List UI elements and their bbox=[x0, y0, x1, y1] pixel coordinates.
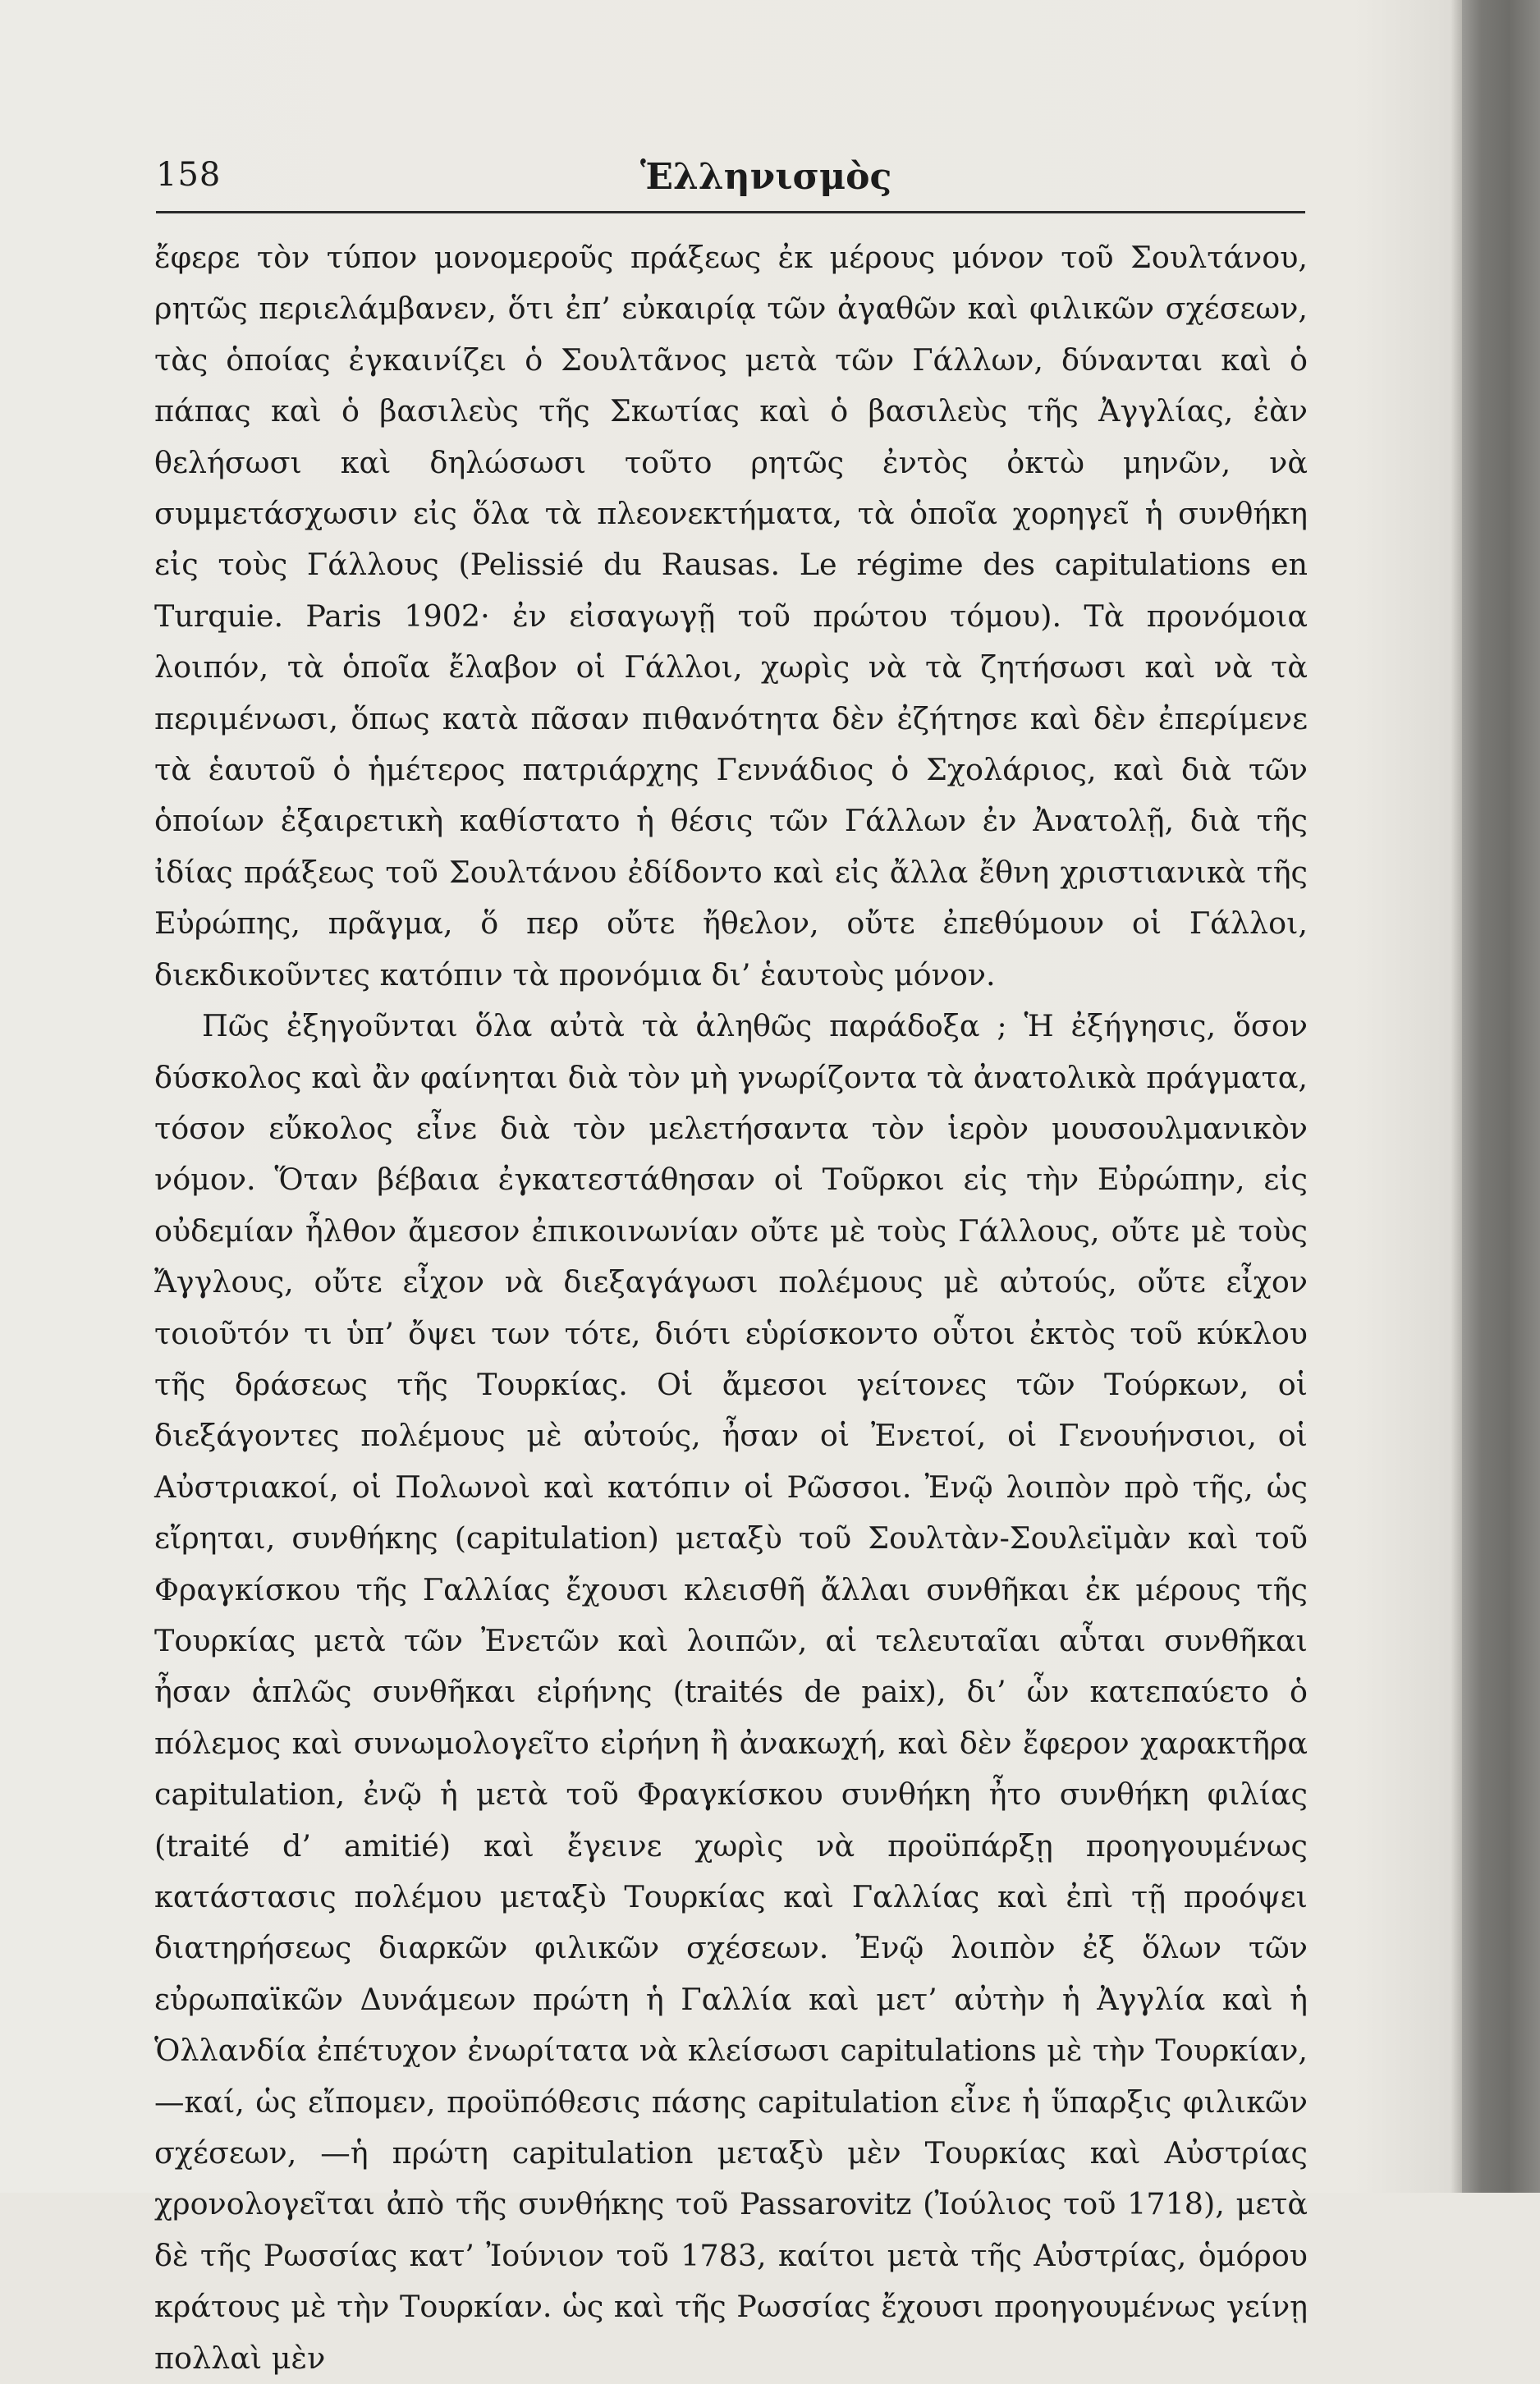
page-gutter-shadow bbox=[1451, 0, 1462, 2193]
header-rule bbox=[156, 211, 1305, 213]
page-header bbox=[156, 156, 1305, 213]
paragraph-2: Πῶς ἐξηγοῦνται ὅλα αὐτὰ τὰ ἀληθῶς παράδοξα ; Ἡ ἐξήγησις, ὅσον δύσκολος καὶ ἂν φαίνηται διὰ τὸν μὴ γνωρίζοντα τὰ ἀνατολικὰ πράγματα, τόσον εὔκολος εἶνε διὰ τὸν μελετήσαντα τὸν ἱερὸν μουσουλμανικὸν νόμον. Ὅταν βέβαια ἐγκατεστάθησαν οἱ Τοῦρκοι εἰς τὴν Εὐρώπην, εἰς οὐδεμίαν ἦλθον ἄμεσον ἐπικοινωνίαν οὔτε μὲ τοὺς Γάλλους, οὔτε μὲ τοὺς Ἄγγλους, οὔτε εἶχον νὰ διεξαγάγωσι πολέμους μὲ αὐτούς, οὔτε εἶχον τοιοῦτόν τι ὑπ’ ὄψει των τότε, διότι εὑρίσκοντο οὗτοι ἐκτὸς τοῦ κύκλου τῆς δράσεως τῆς Τουρκίας. Οἱ ἄμεσοι γείτονες τῶν Τούρκων, οἱ διεξάγοντες πολέμους μὲ αὐτούς, ἦσαν οἱ Ἐνετοί, οἱ Γενουήνσιοι, οἱ Αὐστριακοί, οἱ Πολωνοὶ καὶ κατόπιν οἱ Ρῶσσοι. Ἐνῷ λοιπὸν πρὸ τῆς, ὡς εἴρηται, συνθήκης (capitulation) μεταξὺ τοῦ Σουλτὰν-Σουλεϊμὰν καὶ τοῦ Φραγκίσκου τῆς Γαλλίας ἔχουσι κλεισθῆ ἄλλαι συνθῆκαι ἐκ μέρους τῆς Τουρκίας μετὰ τῶν Ἐνετῶν καὶ λοιπῶν, αἱ τελευταῖαι αὗται συνθῆκαι ἦσαν ἁπλῶς συνθῆκαι εἰρήνης (traités de paix), δι’ ὧν κατεπαύετο ὁ πόλεμος καὶ συνωμολογεῖτο εἰρήνη ἢ ἀνακωχή, καὶ δὲν ἔφερον χαρακτῆρα capitulation, ἐνῷ ἡ μετὰ τοῦ Φραγκίσκου συνθήκη ἦτο συνθήκη φιλίας (traité d’ amitié) καὶ ἔγεινε χωρὶς νὰ προϋπάρξῃ προηγουμένως κατάστασις πολέμου μεταξὺ Τουρκίας καὶ Γαλλίας καὶ ἐπὶ τῇ προόψει διατηρήσεως διαρκῶν φιλικῶν σχέσεων. Ἐνῷ λοιπὸν ἐξ ὅλων τῶν εὐρωπαϊκῶν Δυνάμεων πρώτη ἡ Γαλλία καὶ μετ’ αὐτὴν ἡ Ἀγγλία καὶ ἡ Ὁλλανδία ἐπέτυχον ἐνωρίτατα νὰ κλείσωσι capitulations μὲ τὴν Τουρκίαν, —καί, ὡς εἴπομεν, προϋπόθεσις πάσης capitulation εἶνε ἡ ὕπαρξις φιλικῶν σχέσεων, —ἡ πρώτη capitulation μεταξὺ μὲν Τουρκίας καὶ Αὐστρίας χρονολογεῖται ἀπὸ τῆς συνθήκης τοῦ Passarovitz (Ἰούλιος τοῦ 1718), μετὰ δὲ τῆς Ρωσσίας κατ’ Ἰούνιον τοῦ 1783, καίτοι μετὰ τῆς Αὐστρίας, ὁμόρου κράτους μὲ τὴν Τουρκίαν. ὡς καὶ τῆς Ρωσσίας ἔχουσι προηγουμένως γείνῃ πολλαὶ μὲν bbox=[154, 1008, 1308, 2376]
body-text bbox=[154, 232, 1308, 2384]
book-binding bbox=[1462, 0, 1540, 2193]
page-number: 158 bbox=[156, 156, 222, 194]
running-title: Ἑλληνισμὸς bbox=[640, 156, 892, 198]
paragraph-1: ἔφερε τὸν τύπον μονομεροῦς πράξεως ἐκ μέρους μόνον τοῦ Σουλτάνου, ρητῶς περιελάμβανεν, ὅτι ἐπ’ εὐκαιρίᾳ τῶν ἀγαθῶν καὶ φιλικῶν σχέσεων, τὰς ὁποίας ἐγκαινίζει ὁ Σουλτᾶνος μετὰ τῶν Γάλλων, δύνανται καὶ ὁ πάπας καὶ ὁ βασιλεὺς τῆς Σκωτίας καὶ ὁ βασιλεὺς τῆς Ἀγγλίας, ἐὰν θελήσωσι καὶ δηλώσωσι τοῦτο ρητῶς ἐντὸς ὀκτὼ μηνῶν, νὰ συμμετάσχωσιν εἰς ὅλα τὰ πλεονεκτήματα, τὰ ὁποῖα χορηγεῖ ἡ συνθήκη εἰς τοὺς Γάλλους (Pelissié du Rausas. Le régime des capitulations en Turquie. Paris 1902· ἐν εἰσαγωγῇ τοῦ πρώτου τόμου). Τὰ προνόμοια λοιπόν, τὰ ὁποῖα ἔλαβον οἱ Γάλλοι, χωρὶς νὰ τὰ ζητήσωσι καὶ νὰ τὰ περιμένωσι, ὅπως κατὰ πᾶσαν πιθανότητα δὲν ἐζήτησε καὶ δὲν ἐπερίμενε τὰ ἑαυτοῦ ὁ ἡμέτερος πατριάρχης Γεννάδιος ὁ Σχολάριος, καὶ διὰ τῶν ὁποίων ἐξαιρετικὴ καθίστατο ἡ θέσις τῶν Γάλλων ἐν Ἀνατολῇ, διὰ τῆς ἰδίας πράξεως τοῦ Σουλτάνου ἐδίδοντο καὶ εἰς ἄλλα ἔθνη χριστιανικὰ τῆς Εὐρώπης, πρᾶγμα, ὅ περ οὔτε ἤθελον, οὔτε ἐπεθύμουν οἱ Γάλλοι, διεκδικοῦντες κατόπιν τὰ προνόμια δι’ ἑαυτοὺς μόνον. bbox=[154, 240, 1308, 993]
